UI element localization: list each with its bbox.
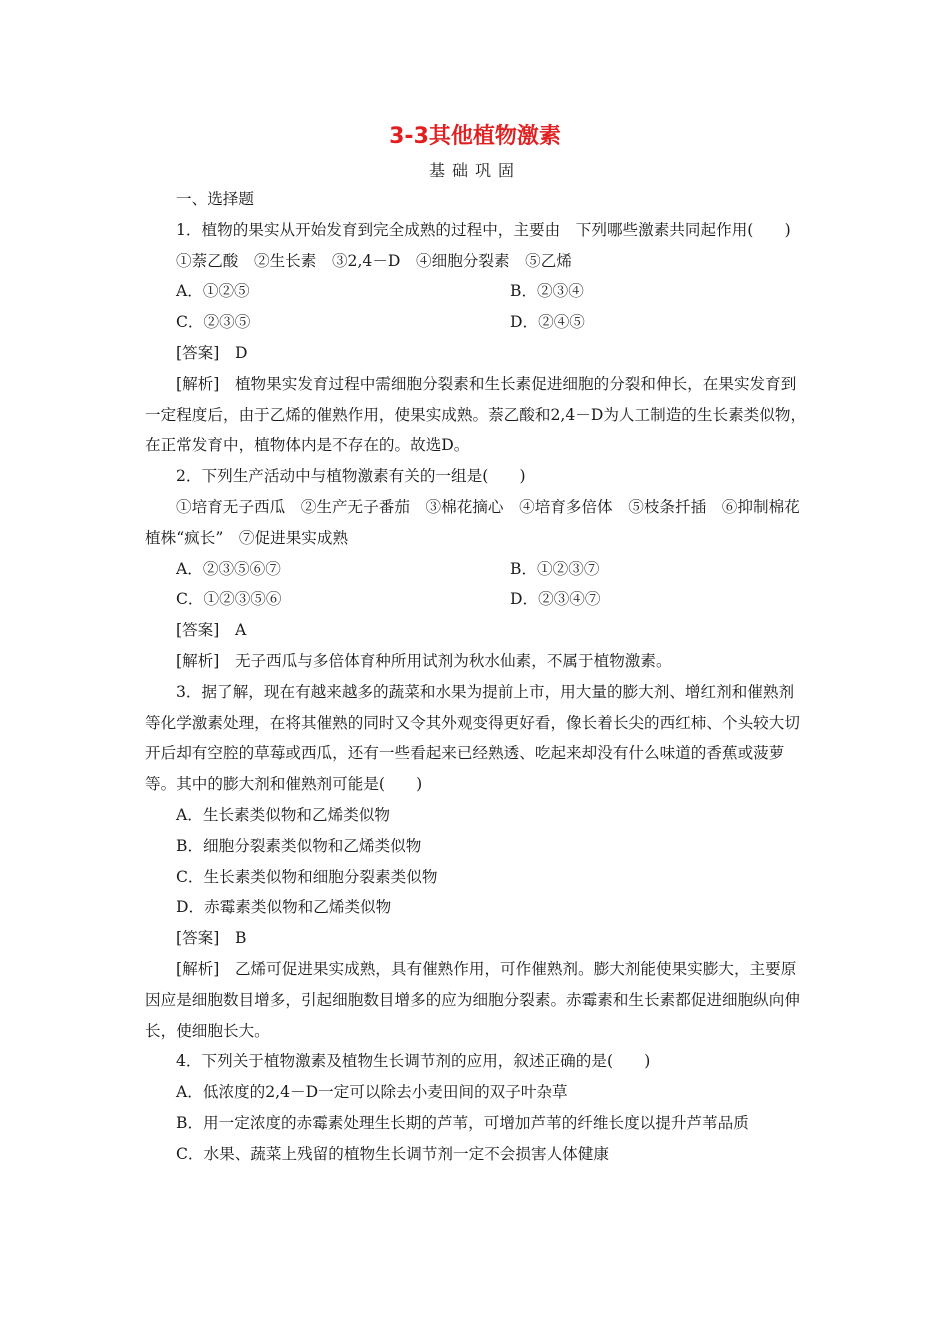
question-2-stem: 2．下列生产活动中与植物激素有关的一组是( )	[176, 467, 526, 486]
question-1-items: ①萘乙酸 ②生长素 ③2,4－D ④细胞分裂素 ⑤乙烯	[176, 251, 572, 270]
question-2-option-b: B．①②③⑦	[510, 559, 600, 578]
question-2-option-a: A．②③⑤⑥⑦	[176, 559, 281, 578]
document-body	[145, 184, 807, 1170]
question-2-options-row-2	[145, 584, 807, 615]
question-3-option-d: D．赤霉素类似物和乙烯类似物	[176, 898, 392, 917]
question-2-items: ①培育无子西瓜 ②生产无子番茄 ③棉花摘心 ④培育多倍体 ⑤枝条扦插 ⑥抑制棉花植株“疯长” ⑦促进果实成熟	[145, 497, 800, 547]
question-2-answer: [答案] A	[176, 621, 247, 640]
section-subtitle: 基础巩固	[428, 161, 521, 180]
question-1-answer: [答案] D	[176, 343, 248, 362]
question-4-option-a: A．低浓度的2,4－D一定可以除去小麦田间的双子叶杂草	[176, 1083, 568, 1102]
question-3-answer: [答案] B	[176, 929, 247, 948]
question-1-option-a: A．①②⑤	[176, 282, 250, 301]
question-3-analysis: [解析] 乙烯可促进果实成熟，具有催熟作用，可作催熟剂。膨大剂能使果实膨大，主要原因应是细胞数目增多，引起细胞数目增多的应为细胞分裂素。赤霉素和生长素都促进细胞纵向伸长，使细胞长大。	[145, 959, 800, 1040]
question-3-option-a: A．生长素类似物和乙烯类似物	[176, 805, 390, 824]
question-4-stem: 4．下列关于植物激素及植物生长调节剂的应用，叙述正确的是( )	[176, 1052, 651, 1071]
question-2-option-d: D．②③④⑦	[510, 590, 601, 609]
section-heading: 一、选择题	[176, 190, 254, 208]
question-4-option-c: C．水果、蔬菜上残留的植物生长调节剂一定不会损害人体健康	[176, 1144, 609, 1163]
question-3-stem: 3．据了解，现在有越来越多的蔬菜和水果为提前上市，用大量的膨大剂、增红剂和催熟剂等化学激素处理，在将其催熟的同时又令其外观变得更好看，像长着长尖的西红柿、个头较大切开后却有空腔的草莓或西瓜，还有一些看起来已经熟透、吃起来却没有什么味道的香蕉或菠萝等。其中的膨大剂和催熟剂可能是( )	[145, 682, 800, 794]
question-3-option-b: B．细胞分裂素类似物和乙烯类似物	[176, 836, 422, 855]
question-1-options-row-2	[145, 307, 807, 338]
page-title: 3-3其他植物激素	[389, 124, 561, 149]
question-1-option-d: D．②④⑤	[510, 313, 585, 332]
question-1-analysis: [解析] 植物果实发育过程中需细胞分裂素和生长素促进细胞的分裂和伸长，在果实发育到一定程度后，由于乙烯的催熟作用，使果实成熟。萘乙酸和2,4－D为人工制造的生长素类似物，在正常发育中，植物体内是不存在的。故选D。	[145, 374, 807, 455]
question-2-analysis: [解析] 无子西瓜与多倍体育种所用试剂为秋水仙素，不属于植物激素。	[176, 651, 672, 670]
question-2-options-row-1	[145, 554, 807, 585]
question-4-option-b: B．用一定浓度的赤霉素处理生长期的芦苇，可增加芦苇的纤维长度以提升芦苇品质	[176, 1113, 749, 1132]
question-1-option-b: B．②③④	[510, 282, 584, 301]
question-1-option-c: C．②③⑤	[176, 313, 251, 332]
question-1-options-row-1	[145, 276, 807, 307]
question-1-stem: 1．植物的果实从开始发育到完全成熟的过程中，主要由 下列哪些激素共同起作用( )	[176, 220, 791, 239]
question-2-option-c: C．①②③⑤⑥	[176, 590, 282, 609]
question-3-option-c: C．生长素类似物和细胞分裂素类似物	[176, 867, 438, 886]
